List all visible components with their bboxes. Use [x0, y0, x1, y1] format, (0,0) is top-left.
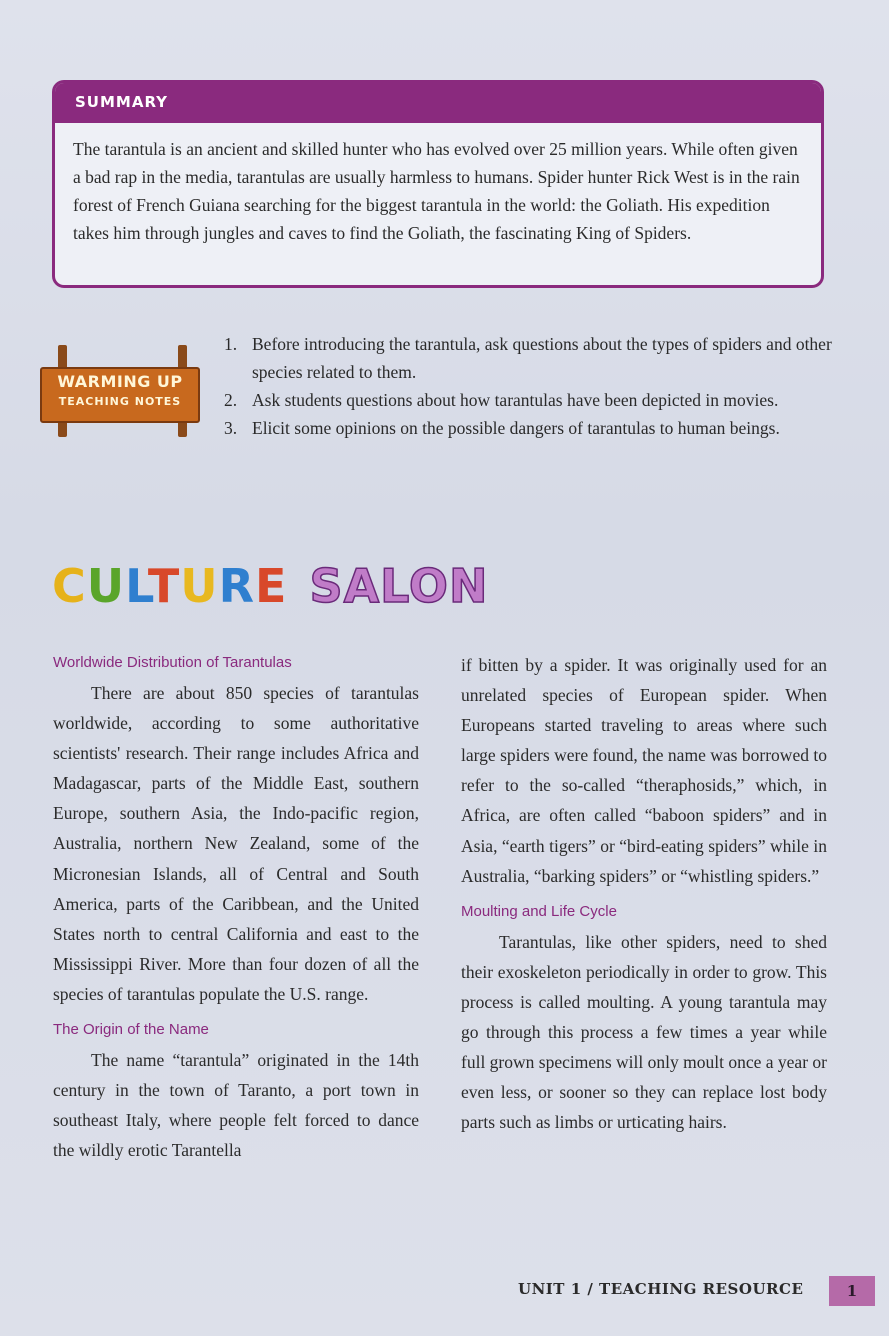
- list-item: 3. Elicit some opinions on the possible dangers of tarantulas to human beings.: [224, 418, 780, 438]
- list-item: 1. Before introducing the tarantula, ask questions about the types of spiders and other species related to them.: [224, 334, 832, 382]
- culture-letter: T: [147, 559, 181, 613]
- article-right-column: [461, 650, 827, 1137]
- section-heading-origin: The Origin of the Name: [53, 1021, 209, 1039]
- culture-letter: E: [255, 559, 288, 613]
- list-item: 2. Ask students questions about how tarantulas have been depicted in movies.: [224, 390, 779, 410]
- salon-word: SALON: [309, 559, 489, 613]
- culture-letter: L: [125, 559, 148, 613]
- culture-letter: U: [86, 559, 126, 613]
- page-number: 1: [829, 1276, 875, 1306]
- section-text-distribution: There are about 850 species of tarantulas worldwide, according to some authoritative scientists' research. Their range includes Africa and Madagascar, parts of the Middle East, southern Europe, southern Asia, the Indo-pacific region, Australia, northern New Zealand, some of the Micronesian Islands, all of Central and South America, parts of the Caribbean, and the United States north to central California and east to the Mississippi River. More than four dozen of all the species of tarantulas populate the U.S. range.: [53, 683, 419, 1004]
- article-left-column: [53, 650, 419, 1165]
- section-text-origin-continued: if bitten by a spider. It was originally used for an unrelated species of European spider. When Europeans started traveling to areas where such large spiders were found, the name was borrowed to refer to the so-called “theraphosids,” which, in Africa, are often called “baboon spiders” and in Asia, “earth tigers” or “bird-eating spiders” while in Australia, “barking spiders” or “whistling spiders.”: [461, 655, 827, 886]
- section-heading-distribution: Worldwide Distribution of Tarantulas: [53, 654, 292, 671]
- sign-title: WARMING UP: [57, 372, 183, 391]
- warming-up-sign: [40, 345, 200, 437]
- summary-box: [52, 80, 824, 288]
- culture-salon-title: [52, 556, 488, 616]
- section-text-origin: The name “tarantula” originated in the 14th century in the town of Taranto, a port town in southeast Italy, where people felt forced to dance the wildly erotic Tarantella: [53, 1050, 419, 1161]
- summary-text: The tarantula is an ancient and skilled hunter who has evolved over 25 million years. While often given a bad rap in the media, tarantulas are usually harmless to humans. Spider hunter Rick West is in the rain forest of French Guiana searching for the biggest tarantula in the world: the Goliath. His expedition takes him through jungles and caves to find the Goliath, the fascinating King of Spiders.: [73, 139, 800, 243]
- summary-heading: SUMMARY: [55, 83, 821, 123]
- section-text-moulting: Tarantulas, like other spiders, need to shed their exoskeleton periodically in order to grow. This process is called moulting. A young tarantula may go through this process a few times a year while full grown specimens will only moult once a year or even less, or sooner so they can replace lost body parts such as limbs or urticating hairs.: [461, 931, 827, 1133]
- footer-label: UNIT 1 / TEACHING RESOURCE: [518, 1280, 804, 1298]
- culture-letter: C: [52, 559, 87, 613]
- culture-letter: U: [180, 559, 219, 613]
- culture-letter: R: [218, 559, 255, 613]
- culture-word: [52, 559, 287, 613]
- sign-subtitle: TEACHING NOTES: [58, 395, 182, 408]
- section-heading-moulting: Moulting and Life Cycle: [461, 902, 617, 920]
- teaching-notes-list: [224, 330, 834, 442]
